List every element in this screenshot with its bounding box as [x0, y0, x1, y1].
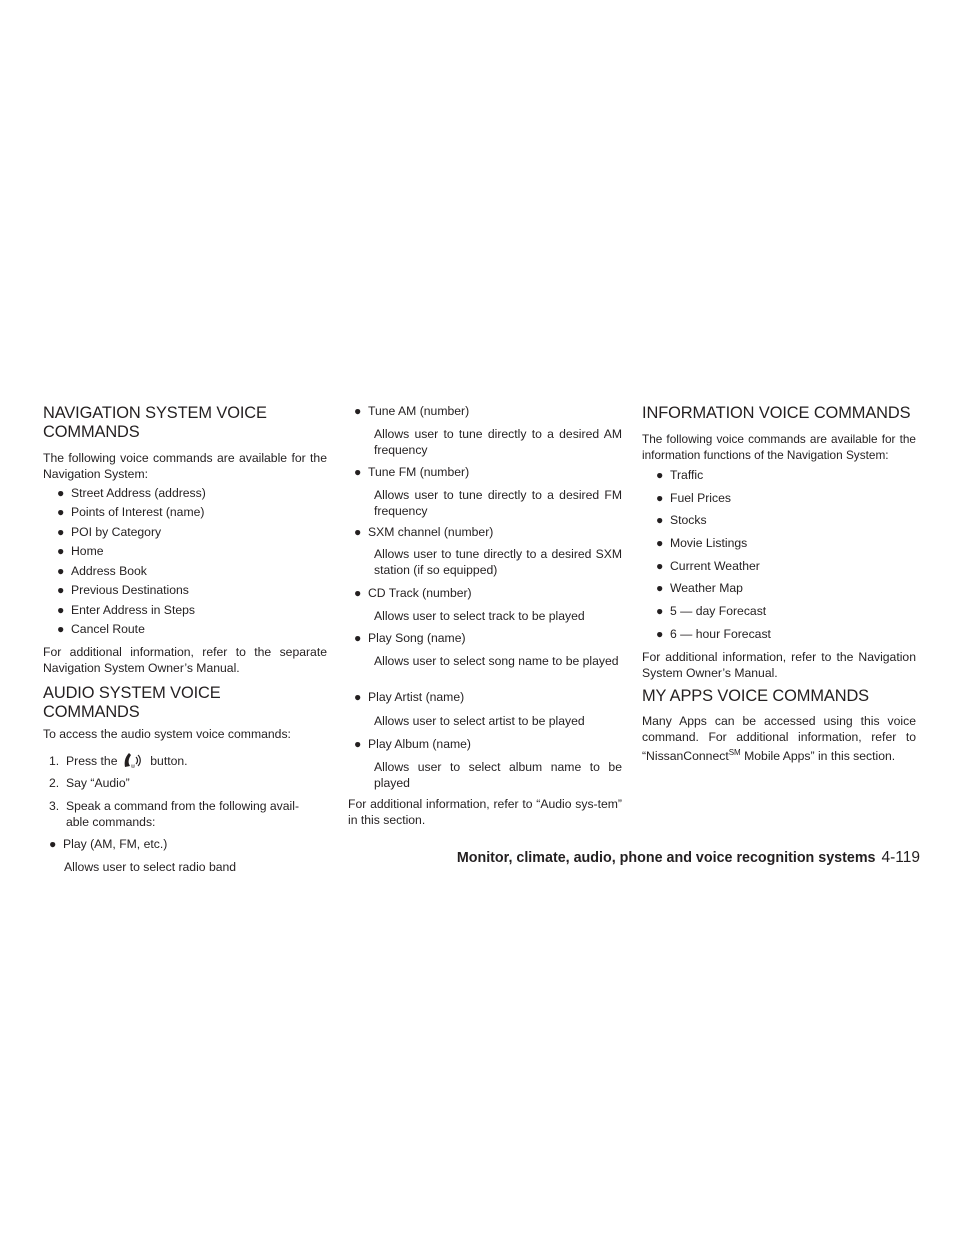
- list-item: ● SXM channel (number): [354, 525, 494, 539]
- bullet-icon: ●: [354, 631, 362, 645]
- bullet-icon: ●: [57, 505, 65, 519]
- list-item: ● CD Track (number): [354, 586, 472, 600]
- bullet-icon: ●: [354, 525, 362, 539]
- step-2: 2. Say “Audio”: [49, 776, 130, 790]
- list-item: ● Play (AM, FM, etc.): [49, 837, 168, 851]
- list-item: ● Home: [57, 544, 104, 558]
- bullet-icon: ●: [354, 586, 362, 600]
- bullet-icon: ●: [656, 559, 664, 573]
- phone-voice-icon: [122, 752, 146, 769]
- audio-intro: To access the audio system voice commands:: [43, 727, 291, 741]
- apps-text: Many Apps can be accessed using this voice command. For additional information, refer to “NissanConnect℠ Mobile Apps” in this section.: [642, 714, 916, 764]
- list-item: ● 6 — hour Forecast: [656, 627, 771, 641]
- list-item: ● Street Address (address): [57, 486, 206, 500]
- list-item: ● Movie Listings: [656, 536, 748, 550]
- page-number: 4-119: [881, 849, 920, 866]
- bullet-icon: ●: [656, 581, 664, 595]
- bullet-icon: ●: [354, 465, 362, 479]
- command-desc: Allows user to tune directly to a desired AM frequency: [374, 427, 622, 457]
- bullet-icon: ●: [57, 583, 65, 597]
- bullet-icon: ●: [656, 491, 664, 505]
- list-item: ● Points of Interest (name): [57, 505, 205, 519]
- command-desc: Allows user to tune directly to a desired SXM station (if so equipped): [374, 547, 622, 577]
- list-item: ● Cancel Route: [57, 622, 145, 636]
- list-item: ● 5 — day Forecast: [656, 604, 767, 618]
- bullet-icon: ●: [656, 604, 664, 618]
- list-item: ● Stocks: [656, 513, 707, 527]
- audio-voice-heading: AUDIO SYSTEM VOICE COMMANDS: [43, 684, 221, 721]
- list-item: ● Fuel Prices: [656, 491, 731, 505]
- bullet-icon: ●: [57, 622, 65, 636]
- command-desc: Allows user to select song name to be played: [374, 654, 619, 668]
- chapter-title: Monitor, climate, audio, phone and voice recognition systems: [456, 850, 876, 866]
- bullet-icon: ●: [656, 536, 664, 550]
- page-footer: [420, 849, 920, 867]
- bullet-icon: ●: [354, 404, 362, 418]
- command-desc: Allows user to select artist to be played: [374, 714, 585, 728]
- bullet-icon: ●: [57, 603, 65, 617]
- list-item: ● Play Album (name): [354, 737, 471, 751]
- bullet-icon: ●: [656, 513, 664, 527]
- info-outro: For additional information, refer to the Navigation System Owner’s Manual.: [642, 650, 916, 680]
- step-1: 1. Press the W button.: [49, 754, 188, 769]
- bullet-icon: ●: [656, 627, 664, 641]
- bullet-icon: ●: [57, 544, 65, 558]
- command-desc: Allows user to tune directly to a desired FM frequency: [374, 488, 622, 518]
- nav-intro: The following voice commands are available for the Navigation System:: [43, 451, 327, 481]
- audio-outro: For additional information, refer to “Audio sys-tem” in this section.: [348, 797, 622, 827]
- list-item: ● Current Weather: [656, 559, 760, 573]
- list-item: ● Traffic: [656, 468, 704, 482]
- nav-outro: For additional information, refer to the separate Navigation System Owner’s Manual.: [43, 645, 327, 675]
- step-3: 3. Speak a command from the following avail- able commands:: [49, 799, 300, 829]
- list-item: ● Previous Destinations: [57, 583, 189, 597]
- bullet-icon: ●: [354, 690, 362, 704]
- bullet-icon: ●: [49, 837, 57, 851]
- apps-voice-heading: MY APPS VOICE COMMANDS: [642, 687, 870, 705]
- nav-voice-heading: NAVIGATION SYSTEM VOICE COMMANDS: [43, 404, 267, 441]
- list-item: ● Weather Map: [656, 581, 743, 595]
- list-item: ● Tune FM (number): [354, 465, 470, 479]
- command-desc: Allows user to select radio band: [64, 860, 237, 874]
- bullet-icon: ●: [57, 564, 65, 578]
- info-voice-heading: INFORMATION VOICE COMMANDS: [642, 404, 911, 422]
- list-item: ● POI by Category: [57, 525, 162, 539]
- bullet-icon: ●: [57, 525, 65, 539]
- list-item: ● Enter Address in Steps: [57, 603, 195, 617]
- command-desc: Allows user to select track to be played: [374, 609, 585, 623]
- list-item: ● Address Book: [57, 564, 147, 578]
- bullet-icon: ●: [354, 737, 362, 751]
- svg-text:W: W: [130, 764, 135, 769]
- bullet-icon: ●: [656, 468, 664, 482]
- list-item: ● Tune AM (number): [354, 404, 470, 418]
- bullet-icon: ●: [57, 486, 65, 500]
- list-item: ● Play Song (name): [354, 631, 466, 645]
- info-intro: The following voice commands are available for the information functions of the Navigation System:: [642, 432, 916, 462]
- list-item: ● Play Artist (name): [354, 690, 465, 704]
- command-desc: Allows user to select album name to be played: [374, 760, 622, 790]
